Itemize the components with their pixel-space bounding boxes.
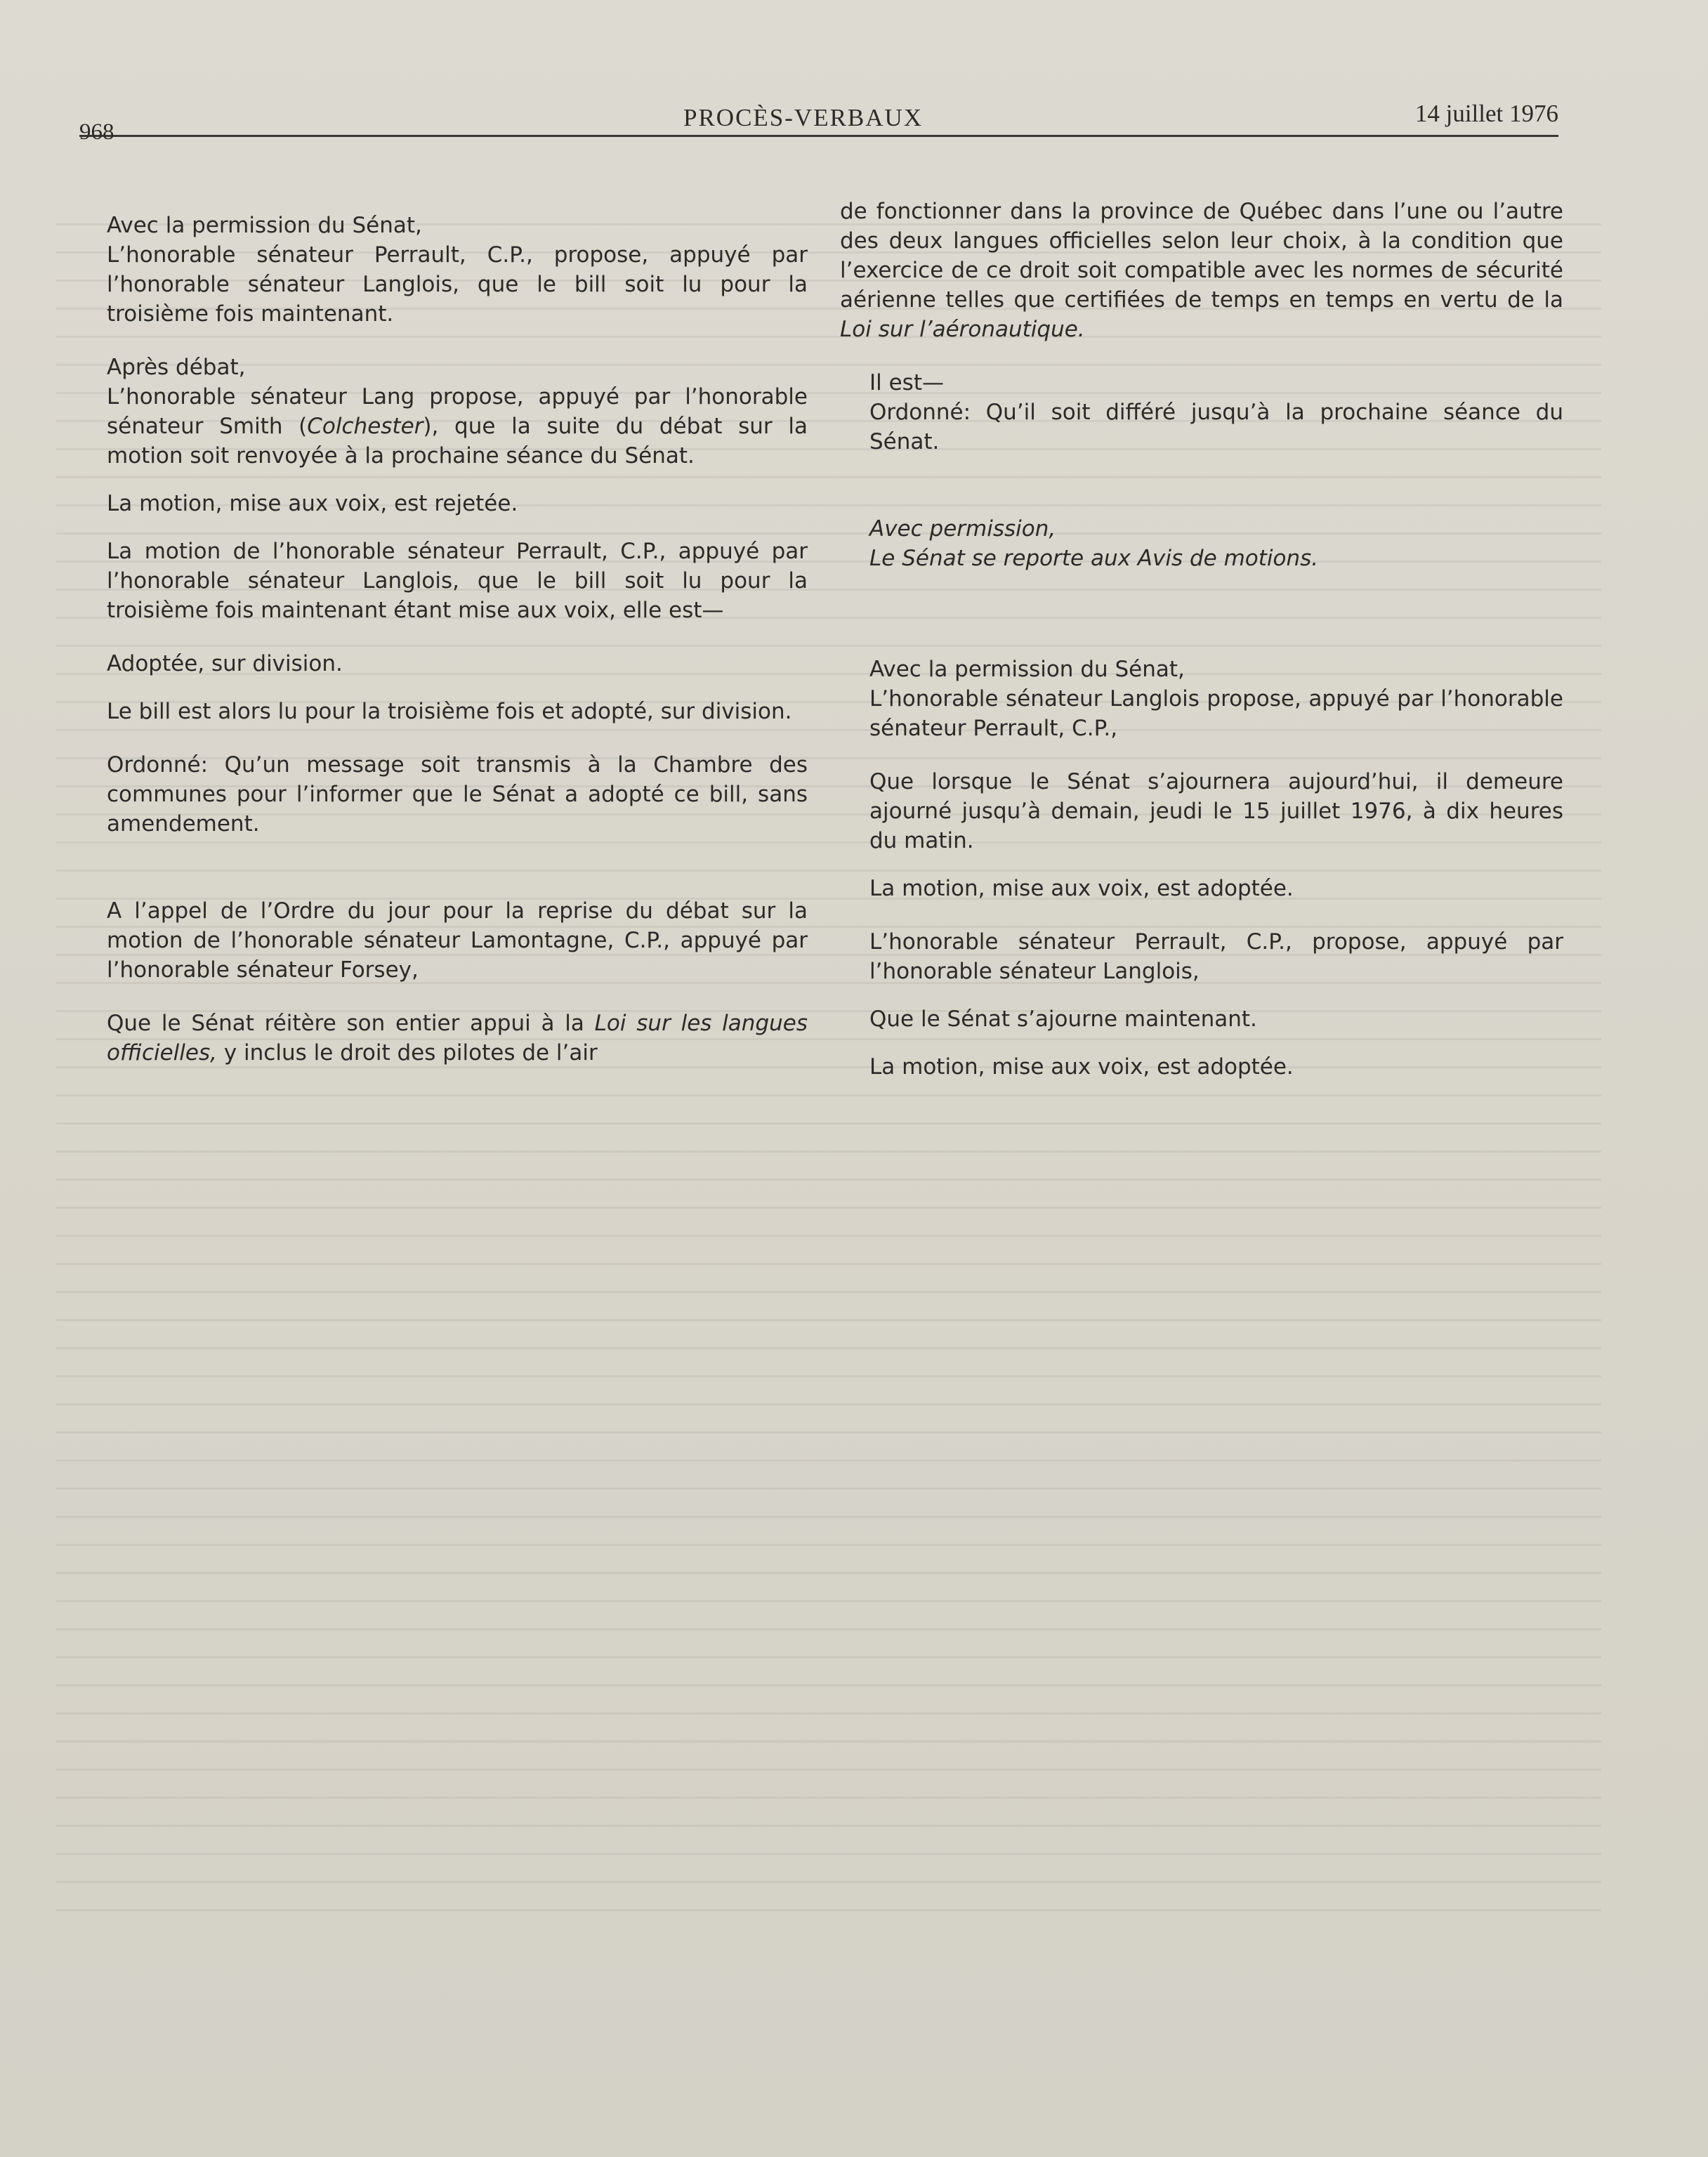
right-column (840, 197, 1563, 1082)
text-line: Ordonné: Qu’il soit différé jusqu’à la prochaine séance du Sénat. (869, 400, 1563, 454)
text-span: de fonctionner dans la province de Québec dans l’une ou l’autre des deux langues officielles selon leur choix, à la condition que l’exercice de ce droit soit compatible avec les normes de sécurité aérienne telles que certifiées de temps en temps en vertu de la (840, 199, 1563, 313)
paragraph-avis-motions (840, 544, 1563, 573)
paragraph-bill-lu (77, 697, 808, 726)
text-line: Que lorsque le Sénat s’ajournera aujourd’hui, il demeure ajourné jusqu’à demain, jeudi le 15 juillet 1976, à dix heures du matin. (869, 769, 1563, 853)
paragraph-avec-permission (840, 514, 1563, 544)
text-line: Après débat, (107, 355, 246, 380)
italic-span: Colchester (307, 414, 423, 439)
text-line: L’honorable sénateur Perrault, C.P., propose, appuyé par l’honorable sénateur Langlois, (869, 929, 1563, 984)
text-line: La motion, mise aux voix, est adoptée. (869, 876, 1294, 901)
text-line: Adoptée, sur division. (107, 651, 343, 676)
paragraph-ordonne-differe (840, 398, 1563, 457)
text-line: Il est— (869, 370, 944, 395)
text-line: Que le Sénat s’ajourne maintenant. (869, 1007, 1257, 1032)
paragraph-motion-perrault-vote (77, 537, 808, 625)
text-line: La motion de l’honorable sénateur Perrault, C.P., appuyé par l’honorable sénateur Langlois, que le bill soit lu pour la troisième fois maintenant étant mise aux voix, elle est— (107, 539, 808, 623)
text-line: La motion, mise aux voix, est rejetée. (107, 491, 518, 516)
text-span: Que le Sénat réitère son entier appui à la (107, 1011, 595, 1036)
italic-span: Loi sur les langues officielles, (107, 1011, 808, 1066)
page-number: 968 (79, 119, 114, 145)
paragraph-ajourne-maintenant (840, 1004, 1563, 1034)
text-line: Avec permission, (869, 516, 1056, 542)
text-line: Avec la permission du Sénat, (107, 213, 422, 238)
text-span: y inclus le droit des pilotes de l’air (216, 1040, 598, 1066)
text-line: Le Sénat se reporte aux Avis de motions. (869, 546, 1319, 571)
paragraph-ajournement (840, 767, 1563, 855)
paragraph-perrault-propose (840, 927, 1563, 986)
text-line: L’honorable sénateur Perrault, C.P., propose, appuyé par l’honorable sénateur Langlois, que le bill soit lu pour la troisième fois maintenant. (107, 242, 808, 327)
paragraph-fonctionner (840, 197, 1563, 344)
paragraph-senat-reitere (77, 1009, 808, 1068)
text-line: Avec la permission du Sénat, (869, 657, 1185, 682)
running-title: PROCÈS-VERBAUX (683, 104, 924, 131)
italic-span: Loi sur l’aéronautique. (840, 317, 1085, 342)
text-span: ), que la suite du débat sur la motion soit renvoyée à la prochaine séance du Sénat. (107, 414, 808, 468)
paragraph-il-est (840, 368, 1563, 398)
paragraph-ordonne-message (77, 750, 808, 839)
text-line: Le bill est alors lu pour la troisième fois et adopté, sur division. (107, 699, 792, 724)
page-header (79, 100, 1558, 145)
paragraph-lang-motion (77, 382, 808, 471)
paragraph-motion-adoptee-1 (840, 874, 1563, 903)
text-line: Ordonné: Qu’un message soit transmis à la Chambre des communes pour l’informer que le Sénat a adopté ce bill, sans amendement. (107, 752, 808, 837)
text-span: L’honorable sénateur Lang propose, appuyé par l’honorable sénateur Smith ( (107, 384, 808, 439)
paragraph-langlois-propose (840, 684, 1563, 743)
paragraph-motion-adoptee-2 (840, 1052, 1563, 1082)
paragraph-appel-ordre (77, 896, 808, 985)
text-line: La motion, mise aux voix, est adoptée. (869, 1054, 1294, 1080)
paragraph-permission (77, 211, 808, 240)
text-line: L’honorable sénateur Langlois propose, appuyé par l’honorable sénateur Perrault, C.P., (869, 686, 1563, 741)
paragraph-motion-rejetee (77, 489, 808, 518)
paragraph-perrault-motion (77, 240, 808, 329)
text-line: A l’appel de l’Ordre du jour pour la reprise du débat sur la motion de l’honorable sénateur Lamontagne, C.P., appuyé par l’honorable sénateur Forsey, (107, 898, 808, 983)
header-date: 14 juillet 1976 (1414, 100, 1558, 127)
paragraph-apres-debat (77, 353, 808, 382)
left-column (77, 211, 808, 1068)
paragraph-permission-senat (840, 655, 1563, 684)
paragraph-adoptee (77, 649, 808, 678)
